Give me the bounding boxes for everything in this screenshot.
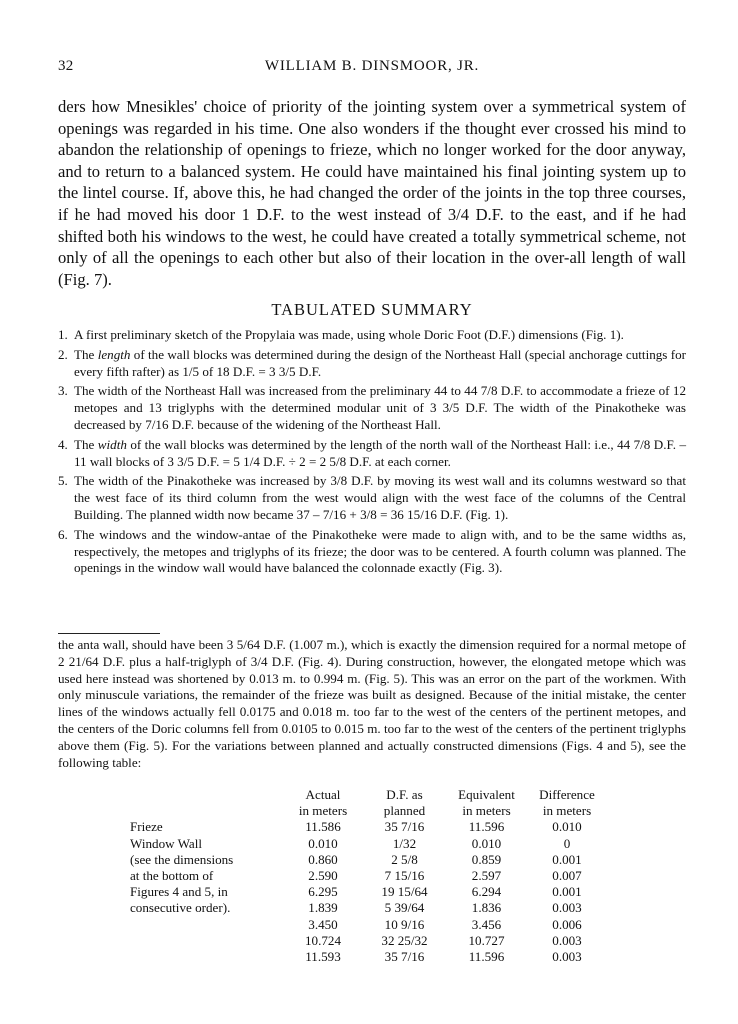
table-header: D.F. as planned	[383, 787, 426, 819]
table-header-row	[130, 787, 607, 819]
summary-item: 2. The length of the wall blocks was determined during the design of the Northeast Hall (special anchorage cuttings for every fifth rafter) as 1/5 of 18 D.F. = 3 3/5 D.F.	[58, 346, 686, 379]
summary-item-number: 5.	[58, 473, 68, 489]
table-row: Frieze 11.586 35 7/16 11.596 0.010	[130, 819, 582, 835]
summary-item-number: 2.	[58, 346, 68, 362]
footnote-text: the anta wall, should have been 3 5/64 D.F. (1.007 m.), which is exactly the dimension required for a normal metope of 2 21/64 D.F. plus a half-triglyph of 3/4 D.F. (Fig. 4). During construction, however, the elongated metope which was used here instead was shortened by 0.013 m. to 0.994 m. (Fig. 5). This was an error on the part of the workmen. With only minuscule variations, the remainder of the frieze was built as designed. Because of the initial mistake, the center lines of the windows actually fell 0.0175 and 0.018 m. too far to the west of the centers of the pertinent metopes, and the centers of the Doric columns fell from 0.0105 to 0.015 m. too far to the west of the centers of the pertinent triglyphs above them (Fig. 5). For the variations between planned and actually constructed dimensions (Figs. 4 and 5), see the following table:	[58, 637, 686, 770]
table-row: Figures 4 and 5, in 6.295 19 15/64 6.294 0.001	[130, 884, 582, 900]
summary-item: 3. The width of the Northeast Hall was increased from the preliminary 44 to 44 7/8 D.F. to accommodate a frieze of 12 metopes and 13 triglyphs with the determined modular unit of 3 3/5 D.F. The width of the Pinakotheke was decreased by 7/16 D.F. because of the widening of the Northeast Hall.	[58, 383, 686, 432]
table-header: Difference in meters	[539, 787, 595, 819]
summary-title: TABULATED SUMMARY	[271, 300, 473, 319]
summary-list	[58, 327, 686, 580]
table-row: 3.450 10 9/16 3.456 0.006	[308, 916, 582, 932]
table-row: at the bottom of 2.590 7 15/16 2.597 0.007	[130, 868, 582, 884]
table-row: consecutive order). 1.839 5 39/64 1.836 0.003	[130, 900, 582, 916]
table-header: Actual in meters	[298, 787, 348, 819]
running-head: WILLIAM B. DINSMOOR, JR.	[264, 58, 480, 74]
table-header	[130, 787, 283, 819]
table-header: Equivalent in meters	[458, 787, 515, 819]
dimensions-table	[130, 787, 607, 965]
summary-item: 5. The width of the Pinakotheke was increased by 3/8 D.F. by moving its west wall and its columns westward so that the west face of its third column from the west would align with the west face of the columns of the Central Building. The planned width now became 37 – 7/16 + 3/8 = 36 15/16 D.F. (Fig. 1).	[58, 473, 686, 522]
summary-item: 1. A first preliminary sketch of the Propylaia was made, using whole Doric Foot (D.F.) dimensions (Fig. 1).	[58, 327, 624, 342]
summary-item-number: 4.	[58, 436, 68, 452]
summary-item: 4. The width of the wall blocks was determined by the length of the north wall of the Northeast Hall: i.e., 44 7/8 D.F. – 11 wall blocks of 3 3/5 D.F. = 5 1/4 D.F. ÷ 2 = 2 5/8 D.F. at each corner.	[58, 436, 686, 469]
summary-item-number: 6.	[58, 526, 68, 542]
summary-item-number: 1.	[58, 327, 68, 342]
page-number: 32	[58, 58, 74, 74]
summary-item: 6. The windows and the window-antae of the Pinakotheke were made to align with, and to be the same widths as, respectively, the metopes and triglyphs of its frieze; the door was to be centered. A fourth column was planned. The openings in the window wall would have balanced the colonnade exactly (Fig. 3).	[58, 526, 686, 576]
table-row: Window Wall 0.010 1/32 0.010 0	[130, 835, 571, 851]
table-row: (see the dimensions 0.860 2 5/8 0.859 0.001	[130, 851, 582, 867]
page-header	[58, 58, 686, 78]
table-row: 10.724 32 25/32 10.727 0.003	[304, 932, 582, 948]
summary-item-number: 3.	[58, 383, 68, 399]
body-paragraph: ders how Mnesikles' choice of priority of the jointing system over a symmetrical system of openings was regarded in his time. One also wonders if the thought ever crossed his mind to abandon the relationship of openings to frieze, which no longer worked for the door anyway, and to return to a balanced system. He could have maintained his final jointing system up to the lintel course. If, above this, he had changed the order of the joints in the top three courses, if he had moved his door 1 D.F. to the west instead of 3/4 D.F. to the east, and if he had shifted both his windows to the west, he could have created a totally symmetrical scheme, not only of all the openings to each other but also of their location in the over-all length of wall (Fig. 7).	[58, 97, 686, 289]
table-row: 11.593 35 7/16 11.596 0.003	[305, 949, 582, 965]
footnote-rule	[58, 633, 160, 634]
